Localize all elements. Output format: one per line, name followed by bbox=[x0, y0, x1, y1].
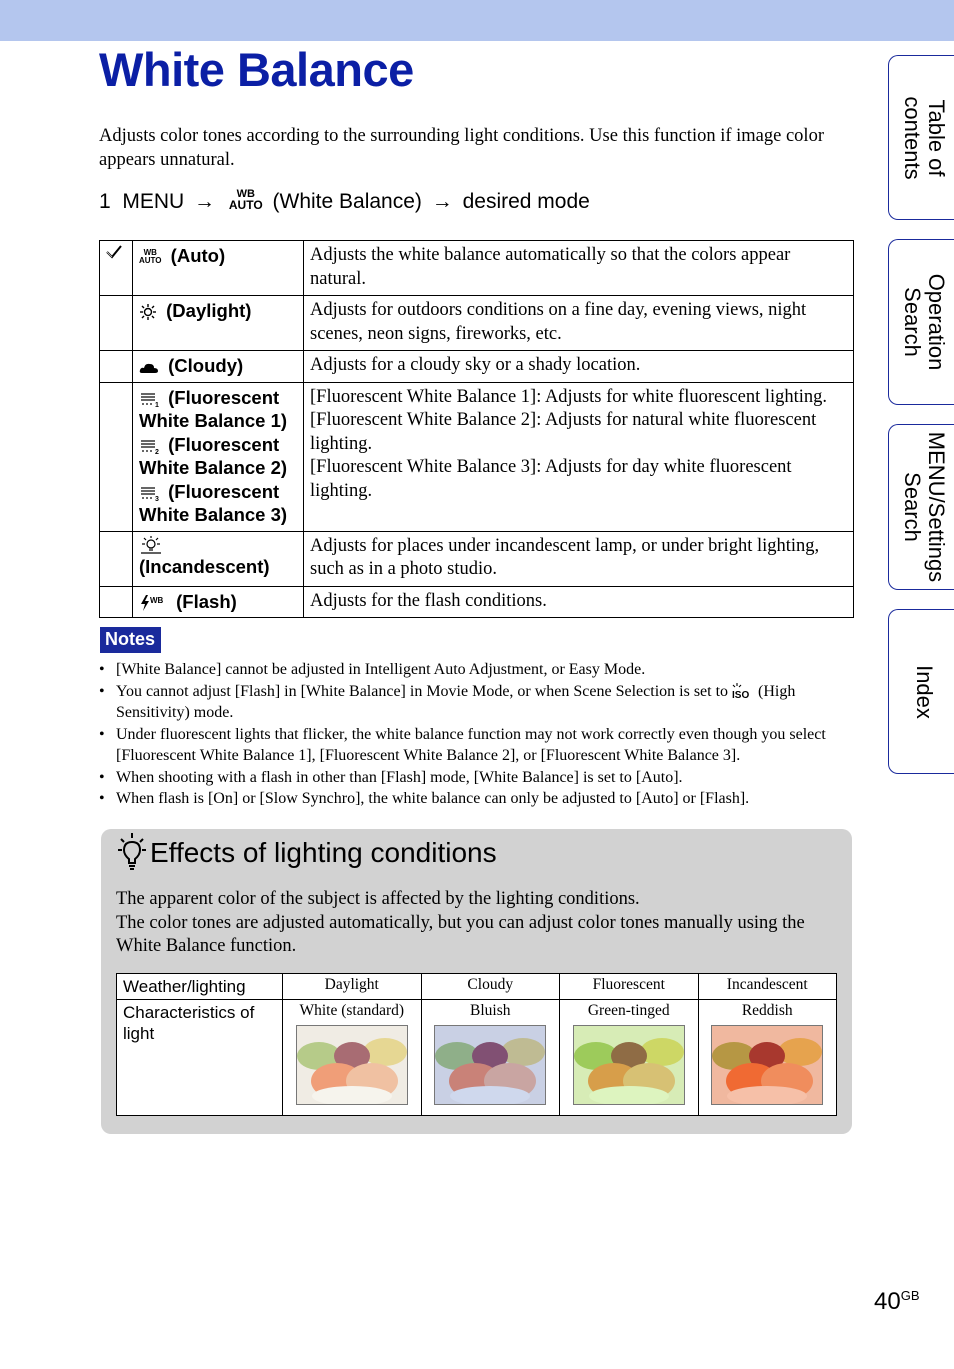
character-cell bbox=[698, 1000, 837, 1116]
checkmark-icon bbox=[106, 245, 122, 259]
note-item bbox=[99, 681, 859, 724]
table-row bbox=[100, 296, 854, 351]
tab-operation-search[interactable] bbox=[888, 239, 954, 405]
daylight-icon bbox=[139, 303, 157, 321]
weather-cell: Cloudy bbox=[421, 974, 560, 1000]
top-banner bbox=[0, 0, 954, 41]
weather-cell: Daylight bbox=[283, 974, 422, 1000]
svg-text:WB: WB bbox=[150, 595, 164, 605]
check-cell bbox=[100, 586, 133, 618]
mode-description: Adjusts for outdoors conditions on a fine day, evening views, night scenes, neon signs, fireworks, etc. bbox=[304, 296, 854, 351]
character-label: Bluish bbox=[470, 1002, 511, 1019]
character-label: Green-tinged bbox=[587, 1002, 670, 1019]
step-instruction bbox=[99, 188, 590, 216]
lighting-effects-table bbox=[116, 973, 837, 1116]
fluorescent-1-desc: [Fluorescent White Balance 1]: Adjusts for white fluorescent lighting. bbox=[310, 386, 828, 407]
mode-name: (Fluorescent White Balance 2) bbox=[139, 433, 288, 478]
tab-label: Index bbox=[911, 664, 937, 719]
table-row bbox=[117, 1000, 837, 1116]
step-number: 1 bbox=[99, 190, 111, 213]
table-row bbox=[100, 351, 854, 383]
mode-name: (Fluorescent White Balance 1) bbox=[139, 386, 288, 431]
page-number-value: 40 bbox=[874, 1288, 901, 1315]
mode-name: (Cloudy) bbox=[168, 355, 244, 376]
check-cell bbox=[100, 296, 133, 351]
check-cell bbox=[100, 382, 133, 531]
white-balance-modes-table bbox=[99, 240, 854, 618]
sample-photo-fluorescent bbox=[573, 1025, 685, 1105]
weather-cell: Incandescent bbox=[698, 974, 837, 1000]
mode-cell bbox=[133, 351, 304, 383]
mode-description: Adjusts the white balance automatically so that the colors appear natural. bbox=[304, 241, 854, 296]
table-row bbox=[100, 382, 854, 531]
character-cell bbox=[421, 1000, 560, 1116]
mode-name: (Fluorescent White Balance 3) bbox=[139, 480, 288, 525]
note-text: (High Sensitivity) mode. bbox=[116, 682, 796, 721]
mode-cell bbox=[133, 531, 304, 586]
mode-cell bbox=[133, 382, 304, 531]
table-row bbox=[100, 531, 854, 586]
sample-photo-daylight bbox=[296, 1025, 408, 1105]
high-sensitivity-iso-icon bbox=[732, 683, 754, 699]
mode-name: (Auto) bbox=[170, 245, 226, 266]
mode-name: (Flash) bbox=[176, 590, 237, 612]
notes-list bbox=[99, 659, 859, 810]
table-row bbox=[100, 241, 854, 296]
table-row bbox=[117, 974, 837, 1000]
tab-label: Operation Search bbox=[899, 273, 949, 371]
arrow-icon: → bbox=[431, 190, 453, 213]
hint-text bbox=[116, 888, 836, 959]
photo-shape bbox=[574, 1026, 684, 1104]
wb-auto-icon bbox=[229, 189, 263, 211]
photo-shape bbox=[712, 1026, 822, 1104]
fluorescent-1-mode bbox=[139, 386, 297, 433]
svg-text:2: 2 bbox=[155, 448, 159, 454]
fluorescent-3-icon bbox=[139, 485, 159, 501]
note-text: You cannot adjust [Flash] in [White Balance] in Movie Mode, or when Scene Selection is set to bbox=[116, 682, 729, 700]
tab-label: MENU/Settings Search bbox=[899, 431, 949, 583]
mode-name: (Incandescent) bbox=[139, 555, 270, 577]
svg-text:ISO: ISO bbox=[732, 689, 750, 699]
hint-paragraph: The apparent color of the subject is affected by the lighting conditions. bbox=[116, 889, 640, 909]
table-row bbox=[100, 586, 854, 618]
character-cell bbox=[560, 1000, 699, 1116]
wb-auto-bottom: AUTO bbox=[228, 198, 263, 213]
notes-badge: Notes bbox=[100, 627, 161, 653]
tab-table-of-contents[interactable] bbox=[888, 55, 954, 220]
character-label: White (standard) bbox=[299, 1002, 405, 1019]
mode-description: Adjusts for the flash conditions. bbox=[304, 586, 854, 618]
character-cell bbox=[283, 1000, 422, 1116]
photo-shape bbox=[435, 1026, 545, 1104]
incandescent-icon bbox=[139, 535, 163, 555]
mode-description: Adjusts for a cloudy sky or a shady location. bbox=[304, 351, 854, 383]
tab-label: Table of contents bbox=[899, 95, 949, 180]
check-cell bbox=[100, 531, 133, 586]
check-cell bbox=[100, 241, 133, 296]
fluorescent-2-icon bbox=[139, 438, 159, 454]
photo-shape bbox=[297, 1026, 407, 1104]
intro-text: Adjusts color tones according to the surrounding light conditions. Use this function if image color appears unnatural. bbox=[99, 126, 824, 170]
step-menu: MENU bbox=[122, 190, 185, 213]
mode-name: (Daylight) bbox=[166, 300, 252, 321]
fluorescent-3-mode bbox=[139, 480, 297, 527]
note-item: • Under fluorescent lights that flicker, the white balance function may not work correctly even though you select [Fluorescent White Balance 1], [Fluorescent White Balance 2], or [Fluorescent White Balance 3]. bbox=[99, 724, 859, 767]
note-item: • [White Balance] cannot be adjusted in Intelligent Auto Adjustment, or Easy Mode. bbox=[99, 659, 859, 681]
flash-wb-icon bbox=[139, 594, 167, 612]
sample-photo-cloudy bbox=[434, 1025, 546, 1105]
arrow-icon: → bbox=[194, 190, 216, 213]
mode-cell bbox=[133, 241, 304, 296]
wb-auto-icon: WB AUTO bbox=[139, 248, 162, 266]
wb-auto-top: WB bbox=[236, 188, 255, 201]
row-header: Characteristics of light bbox=[117, 1000, 283, 1116]
note-item: • When shooting with a flash in other than [Flash] mode, [White Balance] is set to [Auto]. bbox=[99, 767, 859, 789]
weather-cell: Fluorescent bbox=[560, 974, 699, 1000]
mode-description: Adjusts for places under incandescent lamp, or under bright lighting, such as in a photo studio. bbox=[304, 531, 854, 586]
page-number bbox=[874, 1288, 920, 1316]
page-title: White Balance bbox=[99, 43, 414, 96]
character-label: Reddish bbox=[741, 1002, 793, 1019]
lightbulb-hint-icon bbox=[114, 832, 150, 872]
mode-cell bbox=[133, 586, 304, 618]
svg-text:1: 1 bbox=[155, 401, 159, 407]
row-header: Weather/lighting bbox=[117, 974, 283, 1000]
tab-menu-settings-search[interactable] bbox=[888, 424, 954, 590]
fluorescent-1-icon bbox=[139, 391, 159, 407]
cloudy-icon bbox=[139, 360, 159, 374]
page-number-suffix: GB bbox=[900, 1288, 920, 1303]
hint-title: Effects of lighting conditions bbox=[150, 837, 497, 868]
svg-text:3: 3 bbox=[155, 495, 159, 501]
check-cell bbox=[100, 351, 133, 383]
fluorescent-2-mode bbox=[139, 433, 297, 480]
fluorescent-3-desc: [Fluorescent White Balance 3]: Adjusts for day white fluorescent lighting. bbox=[310, 457, 792, 501]
tab-index[interactable] bbox=[888, 609, 954, 774]
sample-photo-incandescent bbox=[711, 1025, 823, 1105]
mode-cell bbox=[133, 296, 304, 351]
hint-paragraph: The color tones are adjusted automatically, but you can adjust color tones manually using the White Balance function. bbox=[116, 912, 805, 956]
fluorescent-2-desc: [Fluorescent White Balance 2]: Adjusts for natural white fluorescent lighting. bbox=[310, 410, 817, 454]
note-item: • When flash is [On] or [Slow Synchro], the white balance can only be adjusted to [Auto] or [Flash]. bbox=[99, 788, 859, 810]
mode-description bbox=[304, 382, 854, 531]
step-label: (White Balance) bbox=[272, 190, 422, 213]
step-target: desired mode bbox=[462, 190, 590, 213]
